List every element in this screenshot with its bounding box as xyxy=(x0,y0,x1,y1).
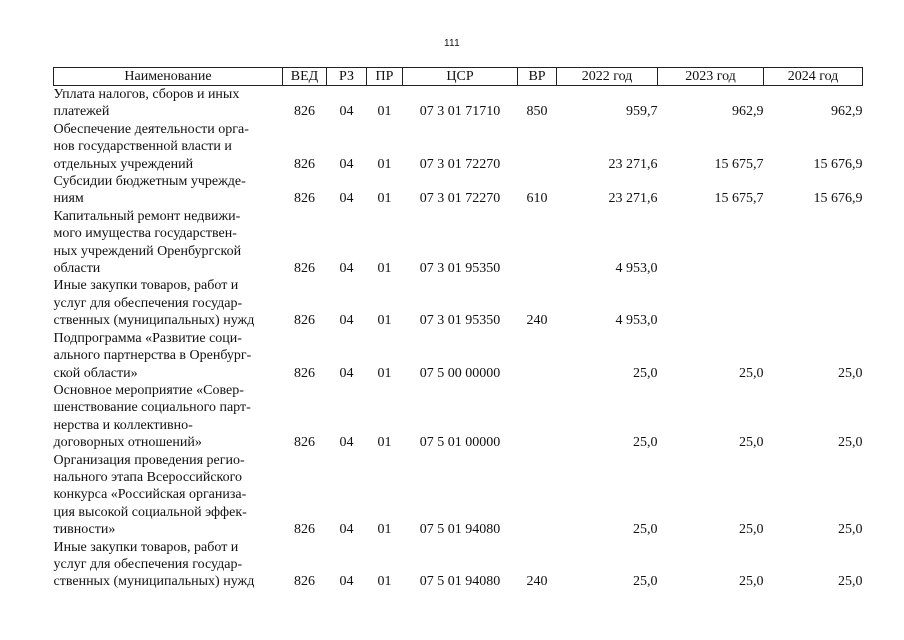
page-number: 111 xyxy=(443,38,461,49)
row-value-2023: 25,0 xyxy=(739,435,764,451)
row-rz: 04 xyxy=(339,574,354,590)
table-row xyxy=(54,121,863,173)
row-pr: 01 xyxy=(377,261,392,277)
table-row xyxy=(54,452,863,539)
row-ved: 826 xyxy=(294,104,315,120)
row-name-line: Организация проведения регио- xyxy=(53,452,245,468)
row-pr: 01 xyxy=(377,104,392,120)
row-value-2023 xyxy=(658,277,764,329)
row-name-line: ция высокой социальной эффек- xyxy=(53,504,247,520)
row-value-2023 xyxy=(658,208,764,278)
row-name-line: шенствование социального парт- xyxy=(53,400,251,416)
row-ved: 826 xyxy=(294,365,315,381)
row-name-line: ных учреждений Оренбургской xyxy=(53,243,242,259)
row-rz: 04 xyxy=(339,156,354,172)
row-name-line: платежей xyxy=(53,104,110,120)
row-value-2022: 25,0 xyxy=(633,522,658,538)
row-name-line: ской области» xyxy=(53,365,138,381)
row-name-line: тивности» xyxy=(53,522,116,538)
row-ved: 826 xyxy=(294,156,315,172)
row-vr xyxy=(518,330,557,382)
row-name-line: ственных (муниципальных) нужд xyxy=(53,313,255,329)
row-vr xyxy=(518,382,557,452)
row-name-line: Уплата налогов, сборов и иных xyxy=(53,87,240,102)
row-name-line: мого имущества государствен- xyxy=(53,226,237,242)
row-name-line: услуг для обеспечения государ- xyxy=(53,556,243,572)
row-value-2022: 25,0 xyxy=(633,365,658,381)
row-csr: 07 5 01 00000 xyxy=(419,435,501,451)
row-pr: 01 xyxy=(377,191,392,207)
row-value-2024: 25,0 xyxy=(838,522,863,538)
row-value-2022: 4 953,0 xyxy=(615,313,658,329)
row-csr: 07 5 00 00000 xyxy=(419,365,501,381)
row-name xyxy=(54,452,283,539)
row-rz: 04 xyxy=(339,313,354,329)
row-csr: 07 5 01 94080 xyxy=(419,522,501,538)
row-value-2024: 15 676,9 xyxy=(813,191,863,207)
header-2023: 2023 год xyxy=(658,68,764,86)
row-rz: 04 xyxy=(339,435,354,451)
row-value-2023: 15 675,7 xyxy=(714,156,764,172)
row-name xyxy=(54,121,283,173)
header-rz: РЗ xyxy=(327,68,367,86)
header-vr: ВР xyxy=(518,68,557,86)
row-ved: 826 xyxy=(294,522,315,538)
row-name-line: ниям xyxy=(53,191,84,207)
header-2022: 2022 год xyxy=(557,68,658,86)
table-row xyxy=(54,173,863,208)
row-value-2022: 25,0 xyxy=(633,574,658,590)
row-vr xyxy=(518,208,557,278)
row-name-line: Обеспечение деятельности орга- xyxy=(53,121,249,137)
row-name-line: Подпрограмма «Развитие соци- xyxy=(53,330,242,346)
row-name xyxy=(54,173,283,208)
header-ved: ВЕД xyxy=(283,68,327,86)
row-name-line: ального партнерства в Оренбург- xyxy=(53,348,252,364)
row-name-line: Основное мероприятие «Совер- xyxy=(53,382,244,398)
row-value-2022: 25,0 xyxy=(633,435,658,451)
table-body xyxy=(54,86,863,591)
row-ved: 826 xyxy=(294,435,315,451)
row-value-2024: 25,0 xyxy=(838,435,863,451)
row-name-line: договорных отношений» xyxy=(53,435,202,451)
row-value-2024: 962,9 xyxy=(831,104,863,120)
row-name-line: Капитальный ремонт недвижи- xyxy=(53,208,241,224)
row-vr xyxy=(518,452,557,539)
row-name xyxy=(54,208,283,278)
table-row xyxy=(54,330,863,382)
row-rz: 04 xyxy=(339,191,354,207)
row-name-line: Иные закупки товаров, работ и xyxy=(53,539,239,555)
row-csr: 07 3 01 71710 xyxy=(419,104,501,120)
row-value-2024 xyxy=(764,208,863,278)
row-csr: 07 3 01 95350 xyxy=(419,313,501,329)
row-rz: 04 xyxy=(339,522,354,538)
row-vr xyxy=(518,121,557,173)
row-csr: 07 3 01 72270 xyxy=(419,156,501,172)
row-csr: 07 5 01 94080 xyxy=(419,574,501,590)
row-value-2023: 962,9 xyxy=(732,104,764,120)
row-rz: 04 xyxy=(339,261,354,277)
header-csr: ЦСР xyxy=(403,68,518,86)
row-vr: 240 xyxy=(526,313,548,329)
row-ved: 826 xyxy=(294,313,315,329)
table-row xyxy=(54,208,863,278)
row-name-line: нерства и коллективно- xyxy=(53,417,193,433)
row-pr: 01 xyxy=(377,365,392,381)
budget-table xyxy=(53,67,863,591)
row-value-2023: 25,0 xyxy=(739,574,764,590)
row-vr: 240 xyxy=(526,574,548,590)
row-name-line: нального этапа Всероссийского xyxy=(53,469,243,485)
row-pr: 01 xyxy=(377,522,392,538)
row-name-line: конкурса «Российская организа- xyxy=(53,487,247,503)
table-header-row xyxy=(54,68,863,86)
row-ved: 826 xyxy=(294,261,315,277)
header-name: Наименование xyxy=(54,68,283,86)
row-name xyxy=(54,539,283,591)
row-pr: 01 xyxy=(377,574,392,590)
table-row xyxy=(54,277,863,329)
row-name xyxy=(54,330,283,382)
row-name-line: нов государственной власти и xyxy=(53,139,232,155)
row-vr: 610 xyxy=(526,191,548,207)
row-value-2023: 25,0 xyxy=(739,522,764,538)
row-name-line: ственных (муниципальных) нужд xyxy=(53,574,255,590)
row-value-2024: 25,0 xyxy=(838,574,863,590)
row-ved: 826 xyxy=(294,191,315,207)
row-name xyxy=(54,277,283,329)
row-value-2022: 959,7 xyxy=(626,104,658,120)
row-csr: 07 3 01 72270 xyxy=(419,191,501,207)
row-value-2024: 25,0 xyxy=(838,365,863,381)
row-pr: 01 xyxy=(377,435,392,451)
row-name-line: области xyxy=(53,261,101,277)
row-name xyxy=(54,382,283,452)
row-vr: 850 xyxy=(526,104,548,120)
row-ved: 826 xyxy=(294,574,315,590)
row-value-2023: 25,0 xyxy=(739,365,764,381)
row-rz: 04 xyxy=(339,365,354,381)
row-rz: 04 xyxy=(339,104,354,120)
row-value-2022: 23 271,6 xyxy=(608,156,658,172)
row-name-line: Иные закупки товаров, работ и xyxy=(53,278,239,294)
row-name-line: услуг для обеспечения государ- xyxy=(53,295,243,311)
table-row xyxy=(54,539,863,591)
row-name-line: отдельных учреждений xyxy=(53,156,194,172)
row-value-2023: 15 675,7 xyxy=(714,191,764,207)
row-name-line: Субсидии бюджетным учрежде- xyxy=(53,174,246,190)
row-value-2024: 15 676,9 xyxy=(813,156,863,172)
row-pr: 01 xyxy=(377,313,392,329)
row-name xyxy=(54,86,283,121)
header-pr: ПР xyxy=(367,68,403,86)
row-value-2022: 23 271,6 xyxy=(608,191,658,207)
header-2024: 2024 год xyxy=(764,68,863,86)
row-pr: 01 xyxy=(377,156,392,172)
table-row xyxy=(54,382,863,452)
row-value-2024 xyxy=(764,277,863,329)
table-row xyxy=(54,86,863,121)
row-csr: 07 3 01 95350 xyxy=(419,261,501,277)
row-value-2022: 4 953,0 xyxy=(615,261,658,277)
